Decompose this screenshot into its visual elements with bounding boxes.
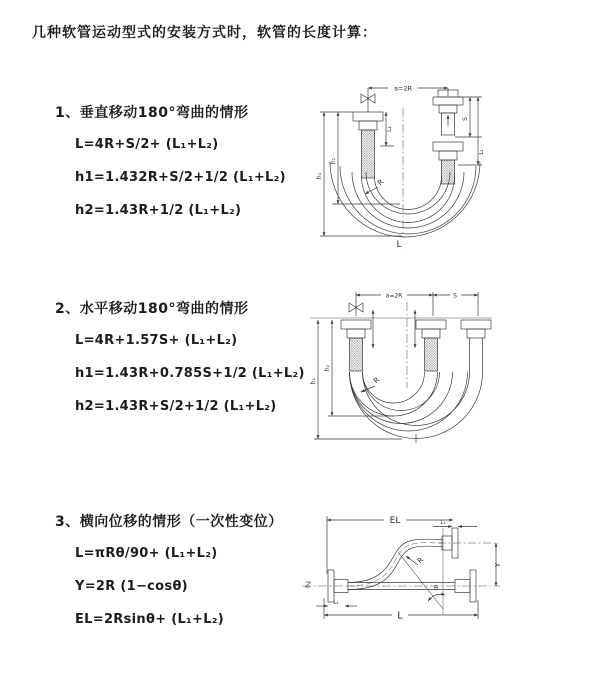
dim-label-y: Y (494, 562, 502, 568)
dim-h2 (320, 112, 400, 204)
diagram-horizontal-180-bend (302, 276, 594, 476)
formula-line: L=4R+1.57S+ (L₁+L₂) (75, 333, 238, 348)
formula-line: h1=1.432R+S/2+1/2 (L₁+L₂) (75, 170, 286, 185)
section-3-heading: 3、横向位移的情形（一次性变位） (55, 514, 283, 530)
dim-l2 (478, 97, 485, 165)
dim-label-r: R (416, 556, 426, 566)
dim-label-el: EL (389, 516, 401, 526)
left-flange (353, 112, 383, 130)
dim-label-l1: L₁ (440, 520, 446, 526)
dim-label-l2: L₂ (333, 600, 339, 606)
u-bend-hose (350, 372, 483, 443)
dim-s (433, 291, 478, 317)
dim-a2r (368, 83, 448, 96)
left-flange (341, 320, 371, 338)
dim-label-l2: L₂ (479, 149, 485, 155)
section-horizontal-180 (30, 299, 320, 423)
section-2-formulas (30, 324, 320, 423)
section-1-formulas (30, 128, 320, 227)
braided-hose-left (350, 338, 363, 371)
hose-displaced (348, 539, 442, 589)
formula-line: L=πRθ/90+ (L₁+L₂) (75, 546, 218, 561)
formula-line: Y=2R (1−cosθ) (75, 579, 188, 594)
dim-label-theta: θ (434, 585, 438, 592)
dim-l2 (316, 600, 357, 606)
dim-l1 (433, 520, 477, 527)
braided-hose-middle (425, 338, 438, 371)
diagram-vertical-180-bend (302, 66, 594, 266)
section-2-heading: 2、水平移动180°弯曲的情形 (55, 301, 249, 317)
valve-icon (361, 88, 375, 112)
dim-label-l: L (396, 240, 402, 250)
dim-label-r: R (372, 375, 382, 386)
u-bend-hose (330, 162, 480, 237)
dim-l (324, 598, 478, 622)
dim-label-a2r: a=2R (393, 84, 413, 93)
formula-line: EL=2Rsinθ+ (L₁+L₂) (75, 612, 225, 627)
dim-label-s: S (453, 292, 457, 300)
braided-hose-left (362, 130, 375, 178)
angle-theta (398, 528, 445, 615)
page-title: 几种软管运动型式的安装方式时，软管的长度计算： (32, 25, 377, 41)
dim-label-r: R (376, 177, 386, 188)
dim-label-h2: h₂ (330, 157, 337, 165)
dim-label-h1: h₁ (316, 172, 323, 180)
dim-label-s: S (462, 117, 469, 121)
section-3-formulas (30, 537, 320, 636)
section-lateral-displacement (30, 512, 320, 636)
braided-hose-right (442, 160, 455, 184)
radius-label (406, 556, 425, 565)
formula-line: h2=1.43R+S/2+1/2 (L₁+L₂) (75, 399, 277, 414)
middle-flange (416, 320, 446, 338)
formula-line: h2=1.43R+1/2 (L₁+L₂) (75, 203, 242, 218)
right-flange-lower (433, 142, 463, 160)
dim-l (392, 238, 408, 250)
dim-a2r (356, 291, 433, 317)
formula-line: h1=1.43R+0.785S+1/2 (L₁+L₂) (75, 366, 305, 381)
dim-y (494, 543, 502, 586)
section-vertical-180 (30, 103, 320, 227)
dim-l1 (380, 112, 394, 146)
dim-el (327, 515, 453, 575)
diagram-lateral-displacement (294, 498, 594, 663)
dim-label-h1: h₁ (310, 377, 317, 385)
dim-label-l: L (397, 610, 403, 622)
right-flange (461, 320, 491, 372)
formula-line: L=4R+S/2+ (L₁+L₂) (75, 137, 219, 152)
dim-label-a2r: a=2R (385, 292, 403, 300)
dim-label-l1: L₁ (386, 126, 393, 132)
centerline-z-mark (306, 582, 311, 587)
section-1-heading: 1、垂直移动180°弯曲的情形 (55, 105, 249, 121)
dim-label-h2: h₂ (324, 364, 331, 372)
